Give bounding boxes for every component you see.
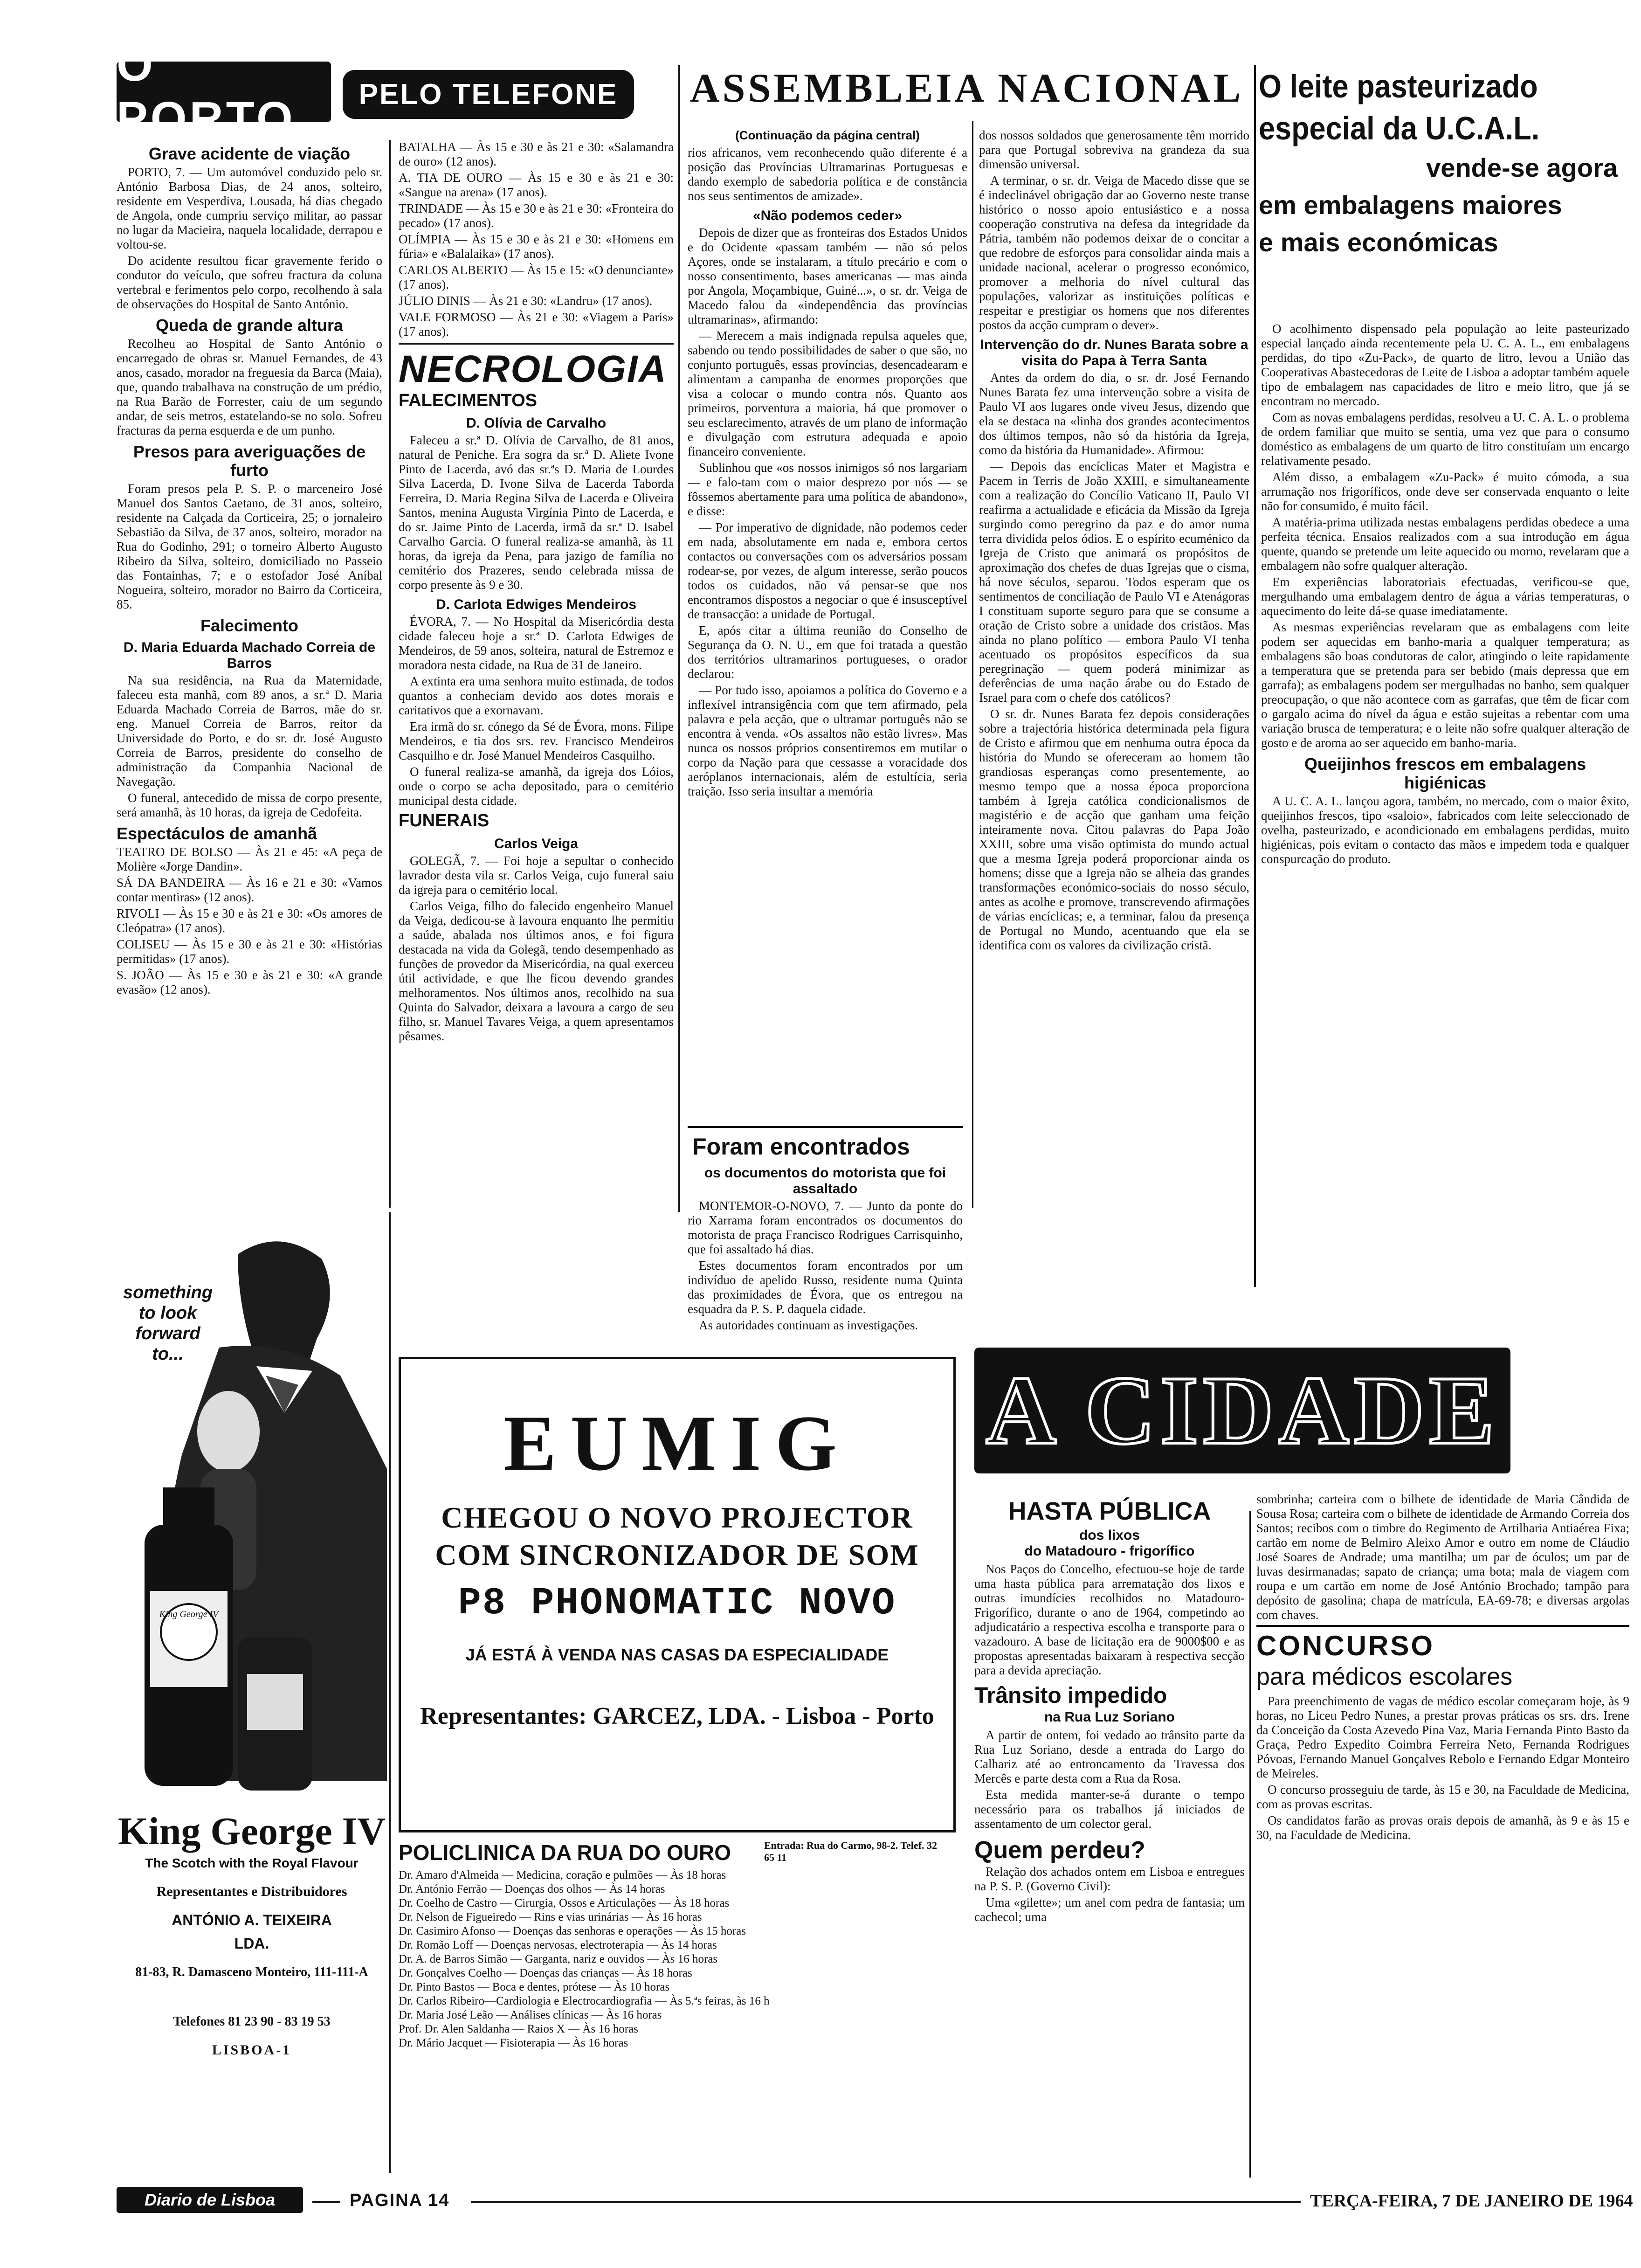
paragraph: As mesmas experiências revelaram que as embalagens com leite podem ser aquecidas em banho-maria a qualquer temperatura; as embalagens são boas condutoras de calor, atingindo o leite rapidamente a temperatura que se pretenda para ser bebido (mais depressa que em garrafa); as embalagens podem ser mergulhadas no banho, sem qualquer preocupação, o que não acontece com as garrafas, que têm de ficar com o gargalo acima do nível da água e estão sujeitas a rebentar com uma variação brusca de temperatura; e o leite não sofre qualquer alteração de gosto e de aroma ao ser aquecido em banho-maria.	[1261, 620, 1629, 750]
paragraph: PORTO, 7. — Um automóvel conduzido pelo sr. António Barbosa Dias, de 24 anos, solteiro, residente em Vesperdiva, Lousada, há dias chegado de Angola, onde cumpriu serviço militar, ao passar no lugar da Macieira, naquela localidade, derrapou e voltou-se.	[117, 165, 382, 251]
headline-queda: Queda de grande altura	[155, 316, 344, 335]
column-assembleia-2	[979, 128, 1249, 1238]
eumig-line-4: JÁ ESTÁ À VENDA NAS CASAS DA ESPECIALIDADE	[465, 1645, 889, 1664]
paragraph: ÉVORA, 7. — No Hospital da Misericórdia desta cidade faleceu hoje a sr.ª D. Carlota Edwiges de Mendeiros, de 59 anos, solteira, natural de Estremoz e moradora nesta cidade, na Rua de 31 de Janeiro.	[399, 615, 674, 672]
whisky-phones: Telefones 81 23 90 - 83 19 53	[173, 2014, 331, 2029]
paragraph: Esta medida manter-se-á durante o tempo necessário para os trabalhos já iniciados de assentamento de um colector geral.	[974, 1788, 1245, 1831]
doctor-row: Dr. Coelho de Castro — Cirurgia, Ossos e Articulações — Às 18 horas	[399, 1897, 730, 1909]
headline-hasta-publica: HASTA PÚBLICA	[1008, 1497, 1211, 1525]
paragraph: Foram presos pela P. S. P. o marceneiro José Manuel dos Santos Caetano, de 31 anos, solteiro, residente na Calçada da Corticeira, 25; o jornaleiro Sebastião da Silva, de 37 anos, solteiro, morador na Rua do Godinho, 291; o torneiro Alberto Augusto Ribeiro da Silva, solteiro, domiciliado no Passeio das Fontainhas, 7; e o estofador José Aníbal Nogueira, solteiro, morador no Bairro da Corticeira, 85.	[117, 482, 382, 611]
paragraph: O funeral, antecedido de missa de corpo presente, será amanhã, às 10 horas, da igreja de Cedofeita.	[117, 791, 382, 819]
paragraph: Sublinhou que «os nossos inimigos só nos largariam — e falo-tam com o maior desprezo por nós — se fôssemos abertamente para uma política de abandono», e disse:	[688, 461, 967, 518]
show-listing: RIVOLI — Às 15 e 30 e às 21 e 30: «Os amores de Cleópatra» (17 anos).	[117, 906, 382, 935]
headline-carlota: D. Carlota Edwiges Mendeiros	[435, 597, 637, 612]
necrologia-title: NECROLOGIA	[399, 348, 667, 390]
doctor-row: Dr. Carlos Ribeiro—Cardiologia e Electrocardiografia — Às 5.ªs feiras, às 16 h	[399, 1995, 770, 2007]
paragraph: Carlos Veiga, filho do falecido engenheiro Manuel da Veiga, dedicou-se à lavoura enquanto lhe permitiu a saúde, abalada nos últimos anos, e foi figura destacada na vida da Golegã, tendo desempenhado as funções de provedor da Misericórdia, na qual exerceu útil actividade, e que lhe ficou devendo grandes melhoramentos. Nos últimos anos, recolhido na sua Quinta do Salvador, deixara a lavoura a cargo de seu filho, sr. Manuel Tavares Veiga, a quem apresentamos pêsames.	[399, 899, 674, 1043]
eumig-brand: EUMIG	[503, 1399, 851, 1487]
column-rule	[389, 1212, 391, 2173]
paragraph: Recolheu ao Hospital de Santo António o encarregado de obras sr. Manuel Fernandes, de 43 anos, casado, morador na freguesia da Barca (Maia), que, quando trabalhava na construção de um prédio, na Rua Barão de Forrester, caiu de um segundo andar, de seis metros, estatelando-se no solo. Sofreu fracturas da perna esquerda e de um punho.	[117, 337, 382, 437]
whisky-bottle-label: King George IV	[159, 1609, 219, 1619]
doctor-row: Dr. Amaro d'Almeida — Medicina, coração e pulmões — Às 18 horas	[399, 1869, 726, 1881]
headline-medicos: para médicos escolares	[1256, 1663, 1513, 1690]
leite-title-4: em embalagens maiores	[1259, 190, 1562, 220]
paragraph: Estes documentos foram encontrados por um indivíduo de apelido Russo, residente numa Quinta das proximidades de Évora, que os entregou na esquadra da P. S. P. daquela cidade.	[688, 1258, 963, 1316]
paragraph: sombrinha; carteira com o bilhete de identidade de Maria Cândida de Sousa Rosa; carteira com o bilhete de identidade de Armando Correia dos Santos; recibos com o timbre do Regimento de Artilharia Antiaérea Fixa; cartão em nome de Belmiro Aleixo Amor e outro em nome de Cláudio José Soares de Andrade; uma mantilha; um par de óculos; um par de luvas desirmanadas; sapato de criança; uma bota; mala de viagem com roupa e um cartão em nome de José António Brochado; tampão para depósito de gasolina; chapa de matrícula, EA-69-78; e diversas argolas com chaves.	[1256, 1492, 1629, 1622]
column-rule	[1254, 65, 1256, 1287]
policlinica-title: POLICLINICA DA RUA DO OURO	[399, 1840, 731, 1865]
show-listing: COLISEU — Às 15 e 30 e às 21 e 30: «Histórias permitidas» (17 anos).	[117, 937, 382, 966]
policlinica-rows	[399, 1868, 951, 2050]
whisky-company-lda: LDA.	[234, 1935, 269, 1952]
eumig-advertisement	[399, 1357, 956, 1832]
headline-concurso: CONCURSO	[1256, 1630, 1435, 1661]
whisky-reps: Representantes e Distribuidores	[156, 1884, 347, 1899]
show-listing: JÚLIO DINIS — Às 21 e 30: «Landru» (17 anos).	[399, 294, 653, 308]
paragraph: A matéria-prima utilizada nestas embalagens perdidas obedece a uma perfeita técnica. Ensaios realizados com a sua introdução em água quente, quando se pretende um leite aquecido ou morno, revelaram que a embalagem não sofre qualquer alteração.	[1261, 515, 1629, 573]
policlinica-entrance: Entrada: Rua do Carmo, 98-2. Telef. 32 65 11	[764, 1839, 937, 1863]
paragraph: A partir de ontem, foi vedado ao trânsito parte da Rua Luz Soriano, desde a entrada do Largo do Calhariz até ao entroncamento da Travessa dos Mercês e parte desta com a Rua da Rosa.	[974, 1728, 1245, 1785]
paragraph: MONTEMOR-O-NOVO, 7. — Junto da ponte do rio Xarrama foram encontrados os documentos do motorista de praça Francisco Rodrigues Carrisquinho, que foi assaltado há dias.	[688, 1199, 963, 1256]
paragraph: O funeral realiza-se amanhã, da igreja dos Lóios, onde o corpo se acha depositado, para o cemitério municipal desta cidade.	[399, 765, 674, 808]
paragraph: Uma «gilette»; um anel com pedra de fantasia; um cachecol; uma	[974, 1895, 1245, 1924]
show-listing: VALE FORMOSO — Às 21 e 30: «Viagem a Paris» (17 anos).	[399, 310, 674, 339]
paragraph: Com as novas embalagens perdidas, resolveu a U. C. A. L. o problema de ordem familiar que muito se sentia, uma vez que para o consumo doméstico as embalagens de um quarto de litro constituíam um encargo relativamente pesado.	[1261, 410, 1629, 468]
paragraph: Antes da ordem do dia, o sr. dr. José Fernando Nunes Barata fez uma intervenção sobre a visita de Paulo VI aos lugares onde viveu Jesus, dizendo que ela se destaca na «linha dos grandes acontecimentos dos últimos tempos, não só da história da Igreja, como da história da Humanidade». Afirmou:	[979, 371, 1249, 457]
paragraph: GOLEGÃ, 7. — Foi hoje a sepultar o conhecido lavrador desta vila sr. Carlos Veiga, cujo funeral saiu da igreja para o cemitério local.	[399, 854, 674, 897]
show-listing: TEATRO DE BOLSO — Às 21 e 45: «A peça de Molière «Jorge Dandin».	[117, 845, 382, 873]
paragraph: Além disso, a embalagem «Zu-Pack» é muito cómoda, a sua arrumação nos frigoríficos, onde deve ser conservada enquanto o leite não for consumido, é muito fácil.	[1261, 470, 1629, 513]
column-cidade-2	[1256, 1492, 1629, 2178]
whisky-advertisement	[117, 1226, 387, 2126]
paper-name: Diario de Lisboa	[117, 2187, 303, 2213]
funerais-label: FUNERAIS	[399, 811, 490, 830]
column-rule	[678, 65, 680, 1212]
headline-grave-acidente: Grave acidente de viação	[148, 144, 351, 163]
paragraph: O sr. dr. Nunes Barata fez depois considerações sobre a trajectória histórica determinada pela figura de Cristo e afirmou que em nenhuma outra época da história do Mundo se ofereceram ao homem tão grandiosas esperanças como presentemente, ao mesmo tempo que a nossa época proporciona também à Igreja católica condicionalismos de magistério e de acção que ganham uma feição inteiramente nova. Citou palavras do Papa João XXIII, sobre uma visão optimista do mundo actual que a mesma Igreja poderá proporcionar ainda os homens; disse que a Igreja não se alheia das grandes transformações económico-sociais do nosso século, antes as acolhe e promove, transcrevendo afirmações de várias encíclicas; e, a terminar, falou da presença de Portugal no Mundo, acentuando que ela se identifica com os valores da civilização cristã.	[979, 707, 1249, 952]
paragraph: rios africanos, vem reconhecendo quão diferente é a posição das Províncias Ultramarinas Portuguesas e dando exemplo de sabedoria política e de constância nos seus sentimentos de amizade».	[688, 145, 967, 203]
paragraph: dos nossos soldados que generosamente têm morrido para que Portugal sobreviva na grandeza da sua dimensão universal.	[979, 128, 1249, 171]
footer-rule	[471, 2201, 1301, 2203]
paragraph: Na sua residência, na Rua da Maternidade, faleceu esta manhã, com 89 anos, a sr.ª D. Maria Eduarda Machado Correia de Barros, mãe do sr. eng. Manuel Correia de Barros, reitor da Universidade do Porto, e do sr. dr. José Augusto Correia de Barros, presidente do conselho de administração da Companhia Nacional de Navegação.	[117, 673, 382, 788]
encontrados-subtitle: os documentos do motorista que foi assaltado	[704, 1165, 946, 1196]
show-listing: OLÍMPIA — Às 15 e 30 e às 21 e 30: «Homens em fúria» e «Balalaika» (17 anos).	[399, 232, 674, 261]
headline-matadouro: do Matadouro - frigorífico	[1024, 1543, 1195, 1559]
leite-title-3: vende-se agora	[1426, 153, 1618, 182]
paragraph: Depois de dizer que as fronteiras dos Estados Unidos e do Ocidente «passam também — não só pelos Açores, onde se instalaram, a título precário e com o nosso consentimento, bases americanas — mas ainda por Angola, Moçambique, Guiné...», o sr. dr. Veiga de Macedo falou da «independência das províncias ultramarinas», afirmando:	[688, 226, 967, 326]
leite-title-5: e mais económicas	[1259, 228, 1498, 257]
porto-banner	[117, 39, 331, 145]
footer-rule	[312, 2201, 340, 2203]
a-cidade-banner	[974, 1348, 1510, 1473]
column-rule	[972, 121, 973, 1208]
whisky-tagline: something to look forward to...	[123, 1283, 213, 1364]
paragraph: Nos Paços do Concelho, efectuou-se hoje de tarde uma hasta pública para arrematação dos lixos e outras imundícies recolhidos no Matadouro-Frigorífico, durante o ano de 1964, competindo ao adjudicatário a respectiva escolha e transporte para o vazadouro. A base de licitação era de 9000$00 e as propostas apresentadas baixaram à respectiva secção para a devida apreciação.	[974, 1562, 1245, 1677]
encontrados-article	[688, 1126, 963, 1347]
headline-olivia: D. Olívia de Carvalho	[466, 415, 607, 431]
headline-carlos-veiga: Carlos Veiga	[494, 836, 579, 851]
paragraph: As autoridades continuam as investigações.	[699, 1318, 918, 1332]
doctor-row: Dr. Nelson de Figueiredo — Rins e vias urinárias — Às 16 horas	[399, 1911, 702, 1923]
porto-banner-text: O PORTO	[117, 39, 296, 145]
paragraph: — Por imperativo de dignidade, não podemos ceder em nada, absolutamente em nada e, embora certos contactos ou conversações com os adversários possam rodear-se, por vezes, de algum interesse, serão poucos todos os cuidados, não vá pensar-se que nos encontramos dispostos a negociar o que é insusceptível de transacção: a unidade de Portugal.	[688, 520, 967, 621]
falecimentos-label: FALECIMENTOS	[399, 391, 537, 410]
show-listing: CARLOS ALBERTO — Às 15 e 15: «O denunciante» (17 anos).	[399, 263, 674, 291]
doctor-row: Dr. Mário Jacquet — Fisioterapia — Às 16 horas	[399, 2037, 628, 2049]
doctor-row: Dr. António Ferrão — Doenças dos olhos — Às 14 horas	[399, 1883, 665, 1895]
paragraph: Era irmã do sr. cónego da Sé de Évora, mons. Filipe Mendeiros, e tia dos srs. rev. Francisco Mendeiros Casquilho e dr. José Manuel Mendeiros Casquilho.	[399, 719, 674, 762]
column-assembleia-1	[688, 128, 967, 1210]
show-listing: S. JOÃO — Às 15 e 30 e às 21 e 30: «A grande evasão» (12 anos).	[117, 968, 382, 996]
paragraph: O concurso prosseguiu de tarde, às 15 e 30, na Faculdade de Medicina, com as provas escritas.	[1256, 1783, 1629, 1811]
headline-presos: Presos para averiguações de furto	[133, 442, 366, 480]
policlinica-listing	[399, 1839, 951, 2161]
leite-title-1: O leite pasteurizado	[1259, 68, 1538, 104]
paragraph: — Depois das encíclicas Mater et Magistra e Pacem in Terris de João XXIII, e simultaneamente com a realização do Concílio Vaticano II, Paulo VI reafirma a actualidade e eficácia da Missão da Igreja surgindo como peregrino da paz e do amor numa terra dividida pelos ódios. E o espírito ecuménico da Igreja de Cristo que animará os propósitos de aproximação dos chefes de duas Igrejas que o cisma, há nove séculos, separou. Todos esperam que os sentimentos de conciliação de Paulo VI e Atenágoras I constituam suporte seguro para que se consume a oração de Cristo sobre a unidade dos cristãos. Mas ainda no plano político — embora Paulo VI tenha acentuado os propósitos específicos da sua peregrinação — quem poderá minimizar as deferências de uma nação árabe ou do Estado de Israel para com o chefe dos católicos?	[979, 459, 1249, 705]
doctor-row: Dr. Casimiro Afonso — Doenças das senhoras e operações — Às 15 horas	[399, 1925, 746, 1937]
column-necrologia	[399, 140, 674, 1352]
leite-title-2: especial da U.C.A.L.	[1259, 110, 1540, 146]
eumig-line-2: COM SINCRONIZADOR DE SOM	[435, 1538, 919, 1571]
headline-nunes-barata: Intervenção do dr. Nunes Barata sobre a visita do Papa à Terra Santa	[980, 337, 1248, 368]
headline-dos-lixos: dos lixos	[1079, 1528, 1140, 1543]
paragraph: A terminar, o sr. dr. Veiga de Macedo disse que se é indeclinável obrigação dar ao Governo neste transe histórico o nosso apoio entusiástico e a nossa cooperação construtiva na defesa da integridade da Pátria, também não podemos deixar de o concitar a que redobre de esforços para consolidar ainda mais a unidade nacional, acelerar o progresso económico, promover a melhoria do nível cultural das populações, valorizar as instituições políticas e respeitar e prestigiar os homens que nos diferentes postos da acção cumpram o dever».	[979, 173, 1249, 332]
doctor-row: Prof. Dr. Alen Saldanha — Raios X — Às 16 horas	[399, 2023, 638, 2035]
headline-luz-soriano: na Rua Luz Soriano	[1044, 1709, 1175, 1725]
doctor-row: Dr. Maria José Leão — Análises clínicas — Às 16 horas	[399, 2009, 662, 2021]
headline-quem-perdeu: Quem perdeu?	[974, 1837, 1145, 1864]
a-cidade-banner-text: A CIDADE	[986, 1356, 1499, 1465]
eumig-line-5: Representantes: GARCEZ, LDA. - Lisboa - Porto	[420, 1703, 934, 1729]
paragraph: A extinta era uma senhora muito estimada, de todos quantos a conheciam devido aos dotes morais e caritativos que a exornavam.	[399, 674, 674, 717]
headline-falecimento: Falecimento	[200, 616, 299, 635]
doctor-row: Dr. A. de Barros Simão — Garganta, nariz e ouvidos — Às 16 horas	[399, 1953, 718, 1965]
paragraph: Faleceu a sr.ª D. Olívia de Carvalho, de 81 anos, natural de Peniche. Era sogra da sr.ª D. Aliete Ivone Pinto de Lacerda, avó das sr.ªs D. Maria de Lourdes Silva Lacerda, D. Ivone Silva de Lacerda Taborda Ferreira, D. Maria Regina Silva de Lacerda e Oliveira Santos, menina Augusta Virgínia Pinto de Lacerda, e do sr. Jaime Pinto de Lacerda, irmã da sr.ª D. Isabel Carvalho Garcia. O funeral realiza-se amanhã, às 11 horas, da igreja da Pena, para jazigo de família no cemitério dos Prazeres, sendo celebrada missa de corpo presente às 9 e 30.	[399, 433, 674, 592]
assembleia-title: ASSEMBLEIA NACIONAL	[690, 66, 1244, 111]
issue-date: TERÇA-FEIRA, 7 DE JANEIRO DE 1964	[1310, 2191, 1633, 2211]
headline-maria-eduarda: D. Maria Eduarda Machado Correia de Barros	[123, 640, 376, 671]
doctor-row: Dr. Romão Loff — Doenças nervosas, electroterapia — Às 14 horas	[399, 1939, 717, 1951]
paragraph: A U. C. A. L. lançou agora, também, no mercado, com o maior êxito, queijinhos frescos, tipo «saloio», fabricados com leite seleccionado de ovelha, pasteurizado, e acondicionado em embalagens perdidas, muito higiénicas, pois evitam o contacto das mãos e impedem toda e qualquer conspurcação do produto.	[1261, 794, 1629, 866]
encontrados-title: Foram encontrados	[692, 1134, 910, 1160]
paragraph: Relação dos achados ontem em Lisboa e entregues na P. S. P. (Governo Civil):	[974, 1865, 1245, 1893]
headline-nao-podemos-ceder: «Não podemos ceder»	[752, 208, 903, 223]
paragraph: Para preenchimento de vagas de médico escolar começaram hoje, às 9 horas, no Liceu Pedro Nunes, a prestar provas práticas os srs. drs. Irene da Conceição da Costa Azevedo Pina Vaz, Maria Fernanda Pinto Basto da Graça, Pedro Expedito Coimbra Ferreira Neto, Fernanda Rodrigues Póvoas, Fernando Manuel Gonçalves Rebolo e Fernando Edgar Monteiro de Meireles.	[1256, 1694, 1629, 1780]
eumig-line-1: CHEGOU O NOVO PROJECTOR	[441, 1501, 913, 1534]
headline-espectaculos: Espectáculos de amanhã	[117, 824, 317, 843]
column-rule	[389, 140, 391, 1208]
show-listing: BATALHA — Às 15 e 30 e às 21 e 30: «Salamandra de ouro» (12 anos).	[399, 140, 674, 168]
divider	[399, 343, 674, 345]
eumig-line-3: P8 PHONOMATIC NOVO	[458, 1582, 896, 1625]
column-cidade-1	[974, 1492, 1245, 2178]
paragraph: — Merecem a mais indignada repulsa aqueles que, sabendo ou tendo possibilidades de saber o que são, no conjunto português, essas províncias, desencadearam e alimentam a campanha de enormes proporções que visa a colocar o mundo contra nós. Quanto aos primeiros, porventura a maioria, há que promover o seu esclarecimento, através de um plano de informação e divulgação com estrutura adequada e apoio financeiro conveniente.	[688, 329, 967, 458]
paragraph: Em experiências laboratoriais efectuadas, verificou-se que, mergulhando uma embalagem dentro de água a várias temperaturas, o aquecimento do leite dá-se quase imediatamente.	[1261, 575, 1629, 618]
telefone-banner-text: PELO TELEFONE	[359, 78, 618, 111]
whisky-brand: King George IV	[118, 1810, 386, 1853]
page-number: PAGINA 14	[350, 2191, 450, 2210]
paragraph: O acolhimento dispensado pela população ao leite pasteurizado especial lançado ainda recentemente pela U. C. A. L., em embalagens perdidas, do tipo «Zu-Pack», de quarto de litro, levou a União das Cooperativas Abastecedoras de Leite de Lisboa a adoptar também aquele tipo de embalagem nas capacidades de litro e meio litro, que já se encontram no mercado.	[1261, 322, 1629, 408]
doctor-row: Dr. Pinto Bastos — Boca e dentes, prótese — Às 10 horas	[399, 1981, 670, 1993]
show-listing: A. TIA DE OURO — Às 15 e 30 e às 21 e 30: «Sangue na arena» (17 anos).	[399, 171, 674, 199]
headline-transito: Trânsito impedido	[974, 1683, 1167, 1708]
column-leite	[1261, 322, 1629, 1296]
leite-headline	[1259, 65, 1632, 261]
show-listing: TRINDADE — Às 15 e 30 e às 21 e 30: «Fronteira do pecado» (17 anos).	[399, 201, 674, 230]
continuation-note: (Continuação da página central)	[735, 128, 920, 142]
paragraph: Os candidatos farão as provas orais depois de amanhã, às 9 e às 15 e 30, na Faculdade de Medicina.	[1256, 1813, 1629, 1842]
show-listing: SÁ DA BANDEIRA — Às 16 e 21 e 30: «Vamos contar mentiras» (12 anos).	[117, 876, 382, 904]
paragraph: Do acidente resultou ficar gravemente ferido o condutor do veículo, que sofreu fractura da coluna vertebral e ferimentos pelo corpo, recolhendo à sala de observações do Hospital de Santo António.	[117, 254, 382, 311]
footer	[117, 2187, 1632, 2215]
whisky-city: LISBOA-1	[212, 2042, 292, 2058]
column-rule	[1249, 1511, 1251, 2178]
divider	[1256, 1625, 1629, 1627]
whisky-slogan: The Scotch with the Royal Flavour	[145, 1856, 359, 1870]
paragraph: — Por tudo isso, apoiamos a política do Governo e a inflexível intransigência com que tem afirmado, pela palavra e pela acção, que o ultramar português não se encontra à venda. «Os assaltos não estão livres». Mas nunca os nossos próprios consentiremos em mutilar o corpo da Nação para que cessasse a voracidade dos aeróplanos internacionais, além de estultícia, seria traição. Isso seria insultar a memória	[688, 683, 967, 798]
headline-queijinhos: Queijinhos frescos em embalagens higiénicas	[1304, 754, 1586, 792]
whisky-company: ANTÓNIO A. TEIXEIRA	[172, 1912, 332, 1929]
telefone-banner	[343, 70, 634, 119]
whisky-address: 81-83, R. Damasceno Monteiro, 111-111-A	[135, 1965, 368, 1979]
doctor-row: Dr. Gonçalves Coelho — Doenças das crianças — Às 18 horas	[399, 1967, 692, 1979]
column-porto-news	[117, 140, 382, 1226]
paragraph: E, após citar a última reunião do Conselho de Segurança da O. N. U., em que foi tratada a questão dos territórios ultramarinos portugueses, o orador declarou:	[688, 623, 967, 681]
